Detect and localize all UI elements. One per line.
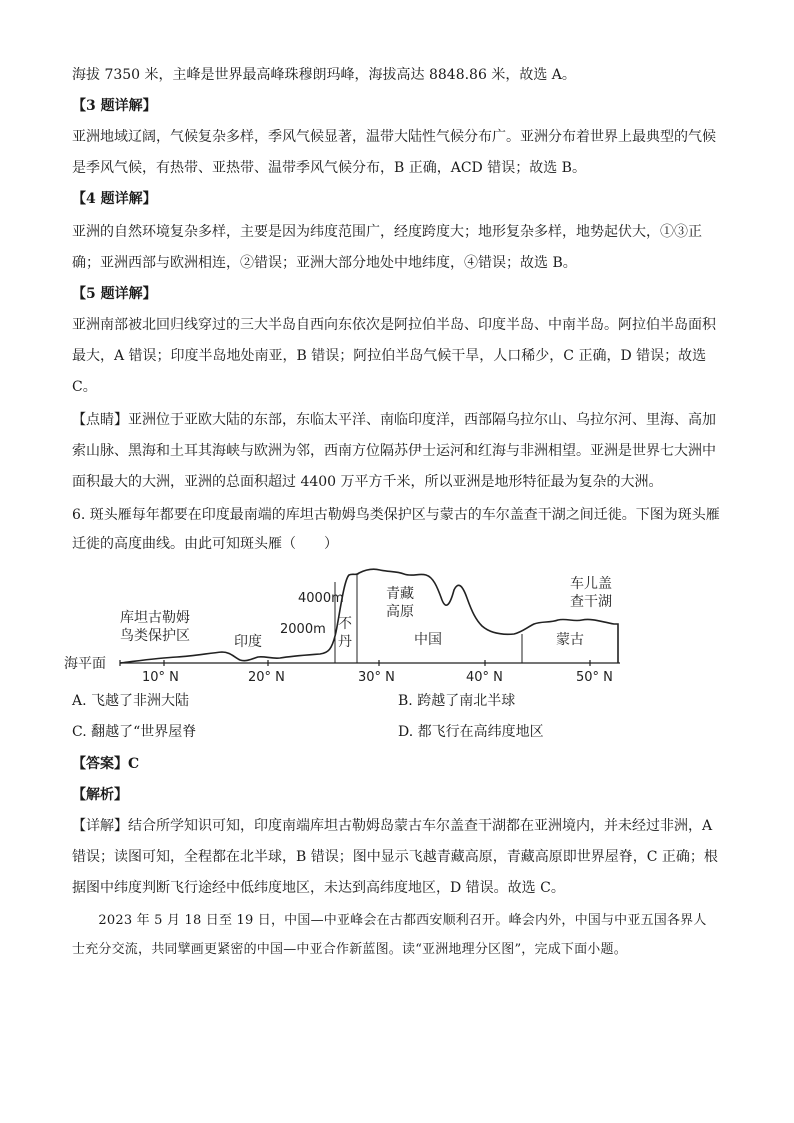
- text-line: 索山脉、黑海和土耳其海峡与欧洲为邻，西南方位隔苏伊士运河和红海与非洲相望。亚洲是世界七大洲中: [72, 443, 716, 459]
- detail-line: 据图中纬度判断飞行途经中低纬度地区，未达到高纬度地区，D 错误。故选 C。: [72, 880, 565, 896]
- tick-label: 30° N: [358, 670, 395, 685]
- text-line: 面积最大的大洲，亚洲的总面积超过 4400 万平方千米，所以亚洲是地形特征最为复杂的大洲。: [72, 474, 663, 490]
- tick-label: 40° N: [466, 670, 503, 685]
- text-line: 【点睛】亚洲位于亚欧大陆的东部，东临太平洋、南临印度洋，西部隔乌拉尔山、乌拉尔河、里海、高加: [72, 412, 716, 428]
- section-heading: 【3 题详解】: [72, 98, 157, 114]
- altitude-profile-figure: [62, 560, 632, 690]
- tick-label: 10° N: [142, 670, 179, 685]
- section-heading: 【5 题详解】: [72, 286, 157, 302]
- bhutan-label: 丹: [338, 634, 352, 650]
- analysis-heading: 【解析】: [72, 787, 128, 803]
- altitude-curve: [120, 569, 618, 663]
- intro-line: 士充分交流，共同擘画更紧密的中国—中亚合作新蓝图。读“亚洲地理分区图”，完成下面小题。: [72, 942, 627, 957]
- india-label: 印度: [234, 634, 262, 650]
- option-c[interactable]: C. 翻越了“世界屋脊: [72, 724, 197, 740]
- detail-line: 【详解】结合所学知识可知，印度南端库坦古勒姆岛蒙古车尔盖查干湖都在亚洲境内，并未经过非洲，A: [72, 818, 713, 834]
- question-text: 迁徙的高度曲线。由此可知斑头雁（ ）: [72, 536, 338, 552]
- reserve-label: 库坦古勒姆: [120, 610, 190, 626]
- intro-line: 2023 年 5 月 18 日至 19 日，中国—中亚峰会在古都西安顺利召开。峰会内外，中国与中亚五国各界人: [72, 913, 707, 928]
- option-b[interactable]: B. 跨越了南北半球: [398, 693, 516, 709]
- mongolia-label: 蒙古: [556, 632, 584, 648]
- tick-label: 50° N: [576, 670, 613, 685]
- text-line: 亚洲地域辽阔，气候复杂多样，季风气候显著，温带大陆性气候分布广。亚洲分布着世界上最典型的气候: [72, 129, 716, 145]
- text-line: 海拔 7350 米，主峰是世界最高峰珠穆朗玛峰，海拔高达 8848.86 米，故选 A。: [72, 67, 576, 83]
- text-line: 亚洲的自然环境复杂多样，主要是因为纬度范围广，经度跨度大；地形复杂多样，地势起伏大，①③正: [72, 224, 702, 240]
- plateau-label: 青藏: [386, 586, 414, 602]
- answer-label: 【答案】C: [72, 756, 140, 772]
- section-heading: 【4 题详解】: [72, 191, 157, 207]
- plateau-label: 高原: [386, 604, 414, 620]
- reserve-label: 鸟类保护区: [120, 628, 190, 644]
- text-line: 是季风气候，有热带、亚热带、温带季风气候分布，B 正确，ACD 错误；故选 B。: [72, 160, 586, 176]
- altitude-4000-label: 4000m: [298, 591, 344, 606]
- lake-label: 车儿盖: [570, 576, 612, 592]
- bhutan-label: 不: [338, 616, 352, 632]
- option-a[interactable]: A. 飞越了非洲大陆: [72, 693, 190, 709]
- china-label: 中国: [414, 632, 442, 648]
- sea-level-label: 海平面: [64, 656, 106, 672]
- text-line: 确；亚洲西部与欧洲相连，②错误；亚洲大部分地处中地纬度，④错误；故选 B。: [72, 255, 577, 271]
- text-line: 最大，A 错误；印度半岛地处南亚，B 错误；阿拉伯半岛气候干旱，人口稀少，C 正确，D 错误；故选: [72, 348, 707, 364]
- text-line: 亚洲南部被北回归线穿过的三大半岛自西向东依次是阿拉伯半岛、印度半岛、中南半岛。阿拉伯半岛面积: [72, 317, 716, 333]
- lake-label: 查干湖: [570, 594, 612, 610]
- question-text: 6. 斑头雁每年都要在印度最南端的库坦古勒姆鸟类保护区与蒙古的车尔盖查干湖之间迁徙。下图为斑头雁: [72, 507, 720, 523]
- detail-line: 错误；读图可知，全程都在北半球，B 错误；图中显示飞越青藏高原，青藏高原即世界屋脊，C 正确；根: [72, 849, 718, 865]
- text-line: C。: [72, 379, 97, 395]
- tick-label: 20° N: [248, 670, 285, 685]
- altitude-2000-label: 2000m: [280, 622, 326, 637]
- option-d[interactable]: D. 都飞行在高纬度地区: [398, 724, 544, 740]
